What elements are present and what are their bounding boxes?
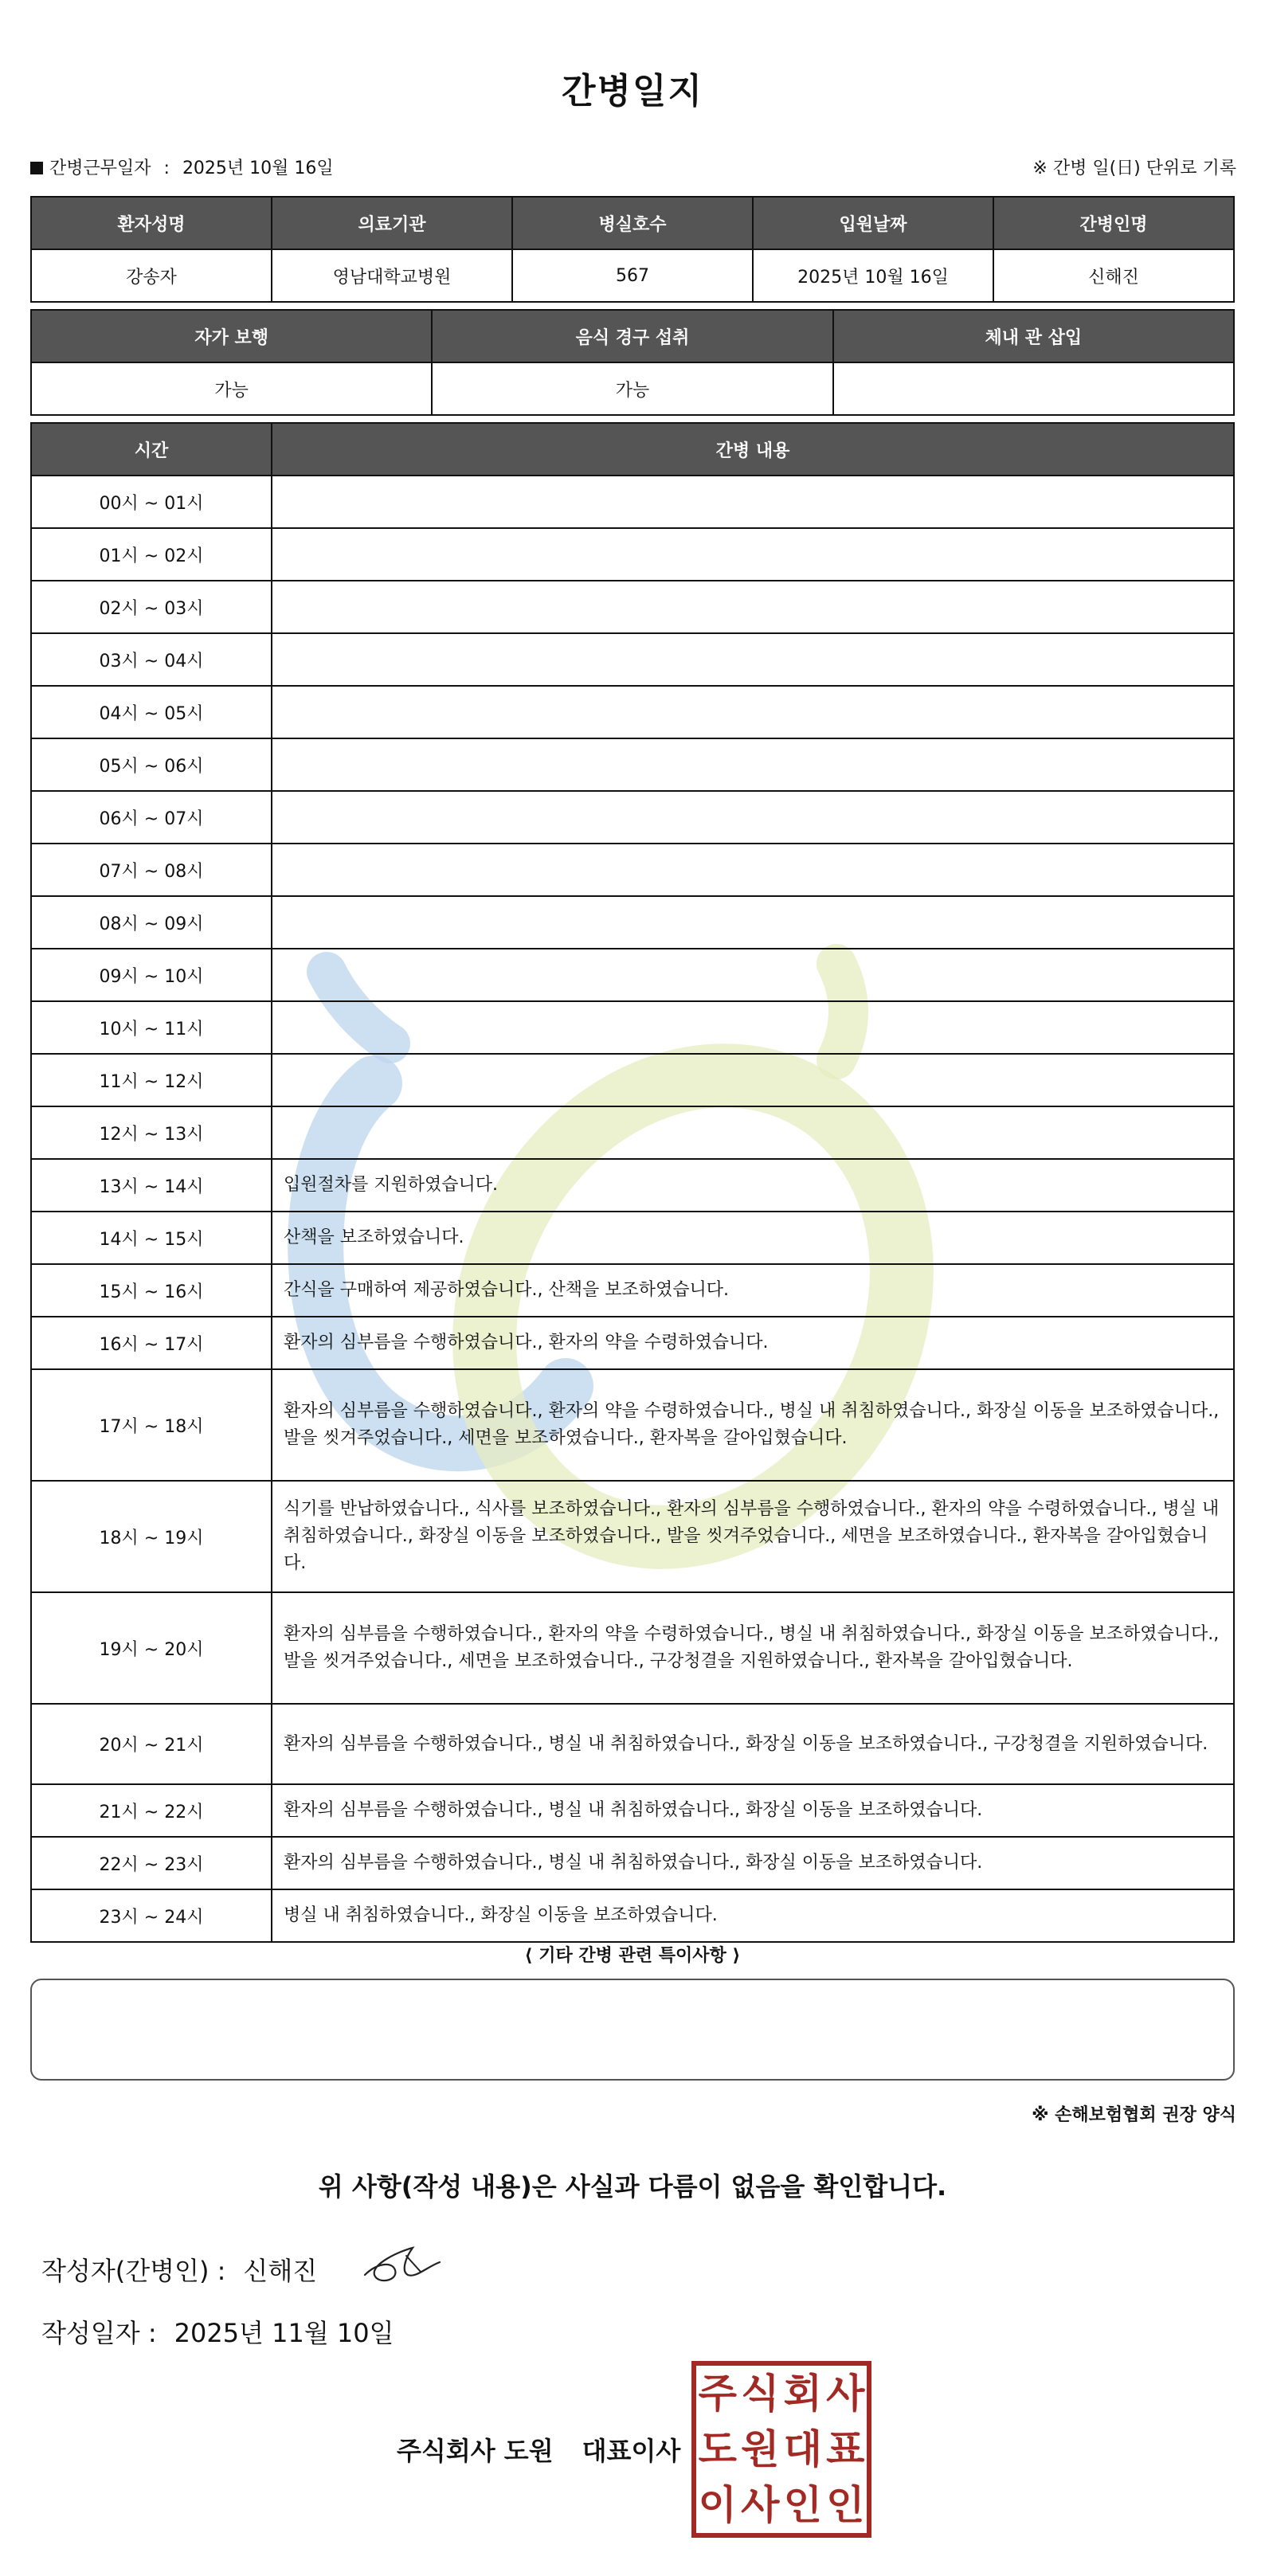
care-log-row bbox=[31, 476, 1234, 528]
care-log-time: 18시 ~ 19시 bbox=[31, 1481, 272, 1592]
care-log-content bbox=[272, 949, 1234, 1001]
care-log-content bbox=[272, 791, 1234, 844]
care-log-content: 병실 내 취침하였습니다., 화장실 이동을 보조하였습니다. bbox=[272, 1889, 1234, 1942]
care-log-time: 12시 ~ 13시 bbox=[31, 1106, 272, 1159]
care-log-row bbox=[31, 844, 1234, 896]
square-bullet-icon bbox=[30, 162, 43, 174]
care-log-content: 환자의 심부름을 수행하였습니다., 병실 내 취침하였습니다., 화장실 이동을 보조하였습니다., 구강청결을 지원하였습니다. bbox=[272, 1704, 1234, 1784]
care-log-row bbox=[31, 1001, 1234, 1054]
recommend-note: ※ 손해보험협회 권장 양식 bbox=[1032, 2105, 1236, 2125]
care-log-row bbox=[31, 1481, 1234, 1592]
work-date-label: 간병근무일자 bbox=[49, 159, 151, 178]
seal-glyph: 표 bbox=[826, 2426, 865, 2472]
care-log-time: 22시 ~ 23시 bbox=[31, 1837, 272, 1889]
care-log-time: 00시 ~ 01시 bbox=[31, 476, 272, 528]
header-tube-insertion: 체내 관 삽입 bbox=[833, 310, 1234, 362]
work-date-separator: : bbox=[163, 159, 170, 178]
seal-glyph: 주 bbox=[698, 2370, 737, 2417]
care-log-row bbox=[31, 1264, 1234, 1317]
care-log-time: 09시 ~ 10시 bbox=[31, 949, 272, 1001]
care-log-content: 산책을 보조하였습니다. bbox=[272, 1212, 1234, 1264]
caregiver-name: 신해진 bbox=[993, 249, 1234, 302]
header-admission-date: 입원날짜 bbox=[753, 197, 993, 249]
company-rep: 대표이사 bbox=[582, 2436, 681, 2466]
care-log-row bbox=[31, 686, 1234, 738]
written-date-value: 2025년 11월 10일 bbox=[174, 2318, 394, 2348]
seal-glyph: 회 bbox=[783, 2370, 822, 2417]
care-log-time: 10시 ~ 11시 bbox=[31, 1001, 272, 1054]
care-log-row bbox=[31, 1369, 1234, 1481]
seal-glyph: 인 bbox=[826, 2482, 865, 2528]
writer-name: 신해진 bbox=[243, 2256, 318, 2286]
care-log-table bbox=[30, 422, 1235, 1943]
care-log-time: 17시 ~ 18시 bbox=[31, 1369, 272, 1481]
seal-glyph: 대 bbox=[783, 2426, 822, 2472]
writer-label: 작성자(간병인) : bbox=[41, 2256, 226, 2286]
seal-glyph: 이 bbox=[698, 2482, 737, 2528]
care-log-time: 16시 ~ 17시 bbox=[31, 1317, 272, 1369]
care-log-body bbox=[31, 476, 1234, 1942]
care-log-row bbox=[31, 1889, 1234, 1942]
care-log-content bbox=[272, 1054, 1234, 1106]
care-log-time: 15시 ~ 16시 bbox=[31, 1264, 272, 1317]
care-log-row bbox=[31, 581, 1234, 633]
care-log-content: 입원절차를 지원하였습니다. bbox=[272, 1159, 1234, 1212]
seal-glyph: 사 bbox=[741, 2482, 780, 2528]
header-care-content: 간병 내용 bbox=[272, 423, 1234, 476]
care-log-row bbox=[31, 1054, 1234, 1106]
care-log-content: 환자의 심부름을 수행하였습니다., 환자의 약을 수령하였습니다. bbox=[272, 1317, 1234, 1369]
care-log-content bbox=[272, 476, 1234, 528]
seal-glyph: 인 bbox=[783, 2482, 822, 2528]
admission-date: 2025년 10월 16일 bbox=[753, 249, 993, 302]
care-log-row bbox=[31, 1704, 1234, 1784]
care-log-row bbox=[31, 1212, 1234, 1264]
header-room-number: 병실호수 bbox=[512, 197, 753, 249]
care-log-content bbox=[272, 581, 1234, 633]
care-log-content bbox=[272, 896, 1234, 949]
care-log-time: 08시 ~ 09시 bbox=[31, 896, 272, 949]
header-patient-name: 환자성명 bbox=[31, 197, 272, 249]
signature-icon bbox=[360, 2240, 448, 2288]
care-log-time: 23시 ~ 24시 bbox=[31, 1889, 272, 1942]
care-log-content bbox=[272, 528, 1234, 581]
care-log-row bbox=[31, 791, 1234, 844]
care-log-content bbox=[272, 686, 1234, 738]
company-line bbox=[397, 2431, 680, 2468]
notes-title: ⟨ 기타 간병 관련 특이사항 ⟩ bbox=[524, 1946, 741, 1966]
care-log-row bbox=[31, 1317, 1234, 1369]
care-log-time: 19시 ~ 20시 bbox=[31, 1592, 272, 1704]
care-log-content: 환자의 심부름을 수행하였습니다., 환자의 약을 수령하였습니다., 병실 내 취침하였습니다., 화장실 이동을 보조하였습니다., 발을 씻겨주었습니다., 세면을 보조하였습니다., 환자복을 갈아입혔습니다. bbox=[272, 1369, 1234, 1481]
care-log-content: 환자의 심부름을 수행하였습니다., 병실 내 취침하였습니다., 화장실 이동을 보조하였습니다. bbox=[272, 1837, 1234, 1889]
care-log-row bbox=[31, 1837, 1234, 1889]
care-log-time: 21시 ~ 22시 bbox=[31, 1784, 272, 1837]
care-log-content bbox=[272, 633, 1234, 686]
care-log-time: 06시 ~ 07시 bbox=[31, 791, 272, 844]
hospital-name: 영남대학교병원 bbox=[272, 249, 512, 302]
work-date-line bbox=[30, 155, 334, 179]
care-log-row bbox=[31, 738, 1234, 791]
care-log-time: 01시 ~ 02시 bbox=[31, 528, 272, 581]
care-log-row bbox=[31, 949, 1234, 1001]
seal-glyph: 사 bbox=[826, 2370, 865, 2417]
care-log-time: 13시 ~ 14시 bbox=[31, 1159, 272, 1212]
care-log-content: 간식을 구매하여 제공하였습니다., 산책을 보조하였습니다. bbox=[272, 1264, 1234, 1317]
room-number: 567 bbox=[512, 249, 753, 302]
header-self-walking: 자가 보행 bbox=[31, 310, 432, 362]
care-log-row bbox=[31, 633, 1234, 686]
oral-intake-value: 가능 bbox=[432, 362, 832, 415]
care-log-row bbox=[31, 1592, 1234, 1704]
care-log-content bbox=[272, 1001, 1234, 1054]
page-title: 간병일지 bbox=[561, 71, 703, 112]
care-log-time: 02시 ~ 03시 bbox=[31, 581, 272, 633]
confirm-statement: 위 사항(작성 내용)은 사실과 다름이 없음을 확인합니다. bbox=[318, 2171, 947, 2202]
written-date-label: 작성일자 : bbox=[41, 2318, 157, 2348]
written-date-row bbox=[41, 2313, 394, 2350]
care-log-time: 03시 ~ 04시 bbox=[31, 633, 272, 686]
header-caregiver-name: 간병인명 bbox=[993, 197, 1234, 249]
header-oral-intake: 음식 경구 섭취 bbox=[432, 310, 832, 362]
care-log-row bbox=[31, 528, 1234, 581]
care-log-row bbox=[31, 1159, 1234, 1212]
seal-glyph: 도 bbox=[698, 2426, 737, 2472]
care-log-content bbox=[272, 1106, 1234, 1159]
tube-insertion-value bbox=[833, 362, 1234, 415]
seal-glyph: 식 bbox=[741, 2370, 780, 2417]
patient-info-table bbox=[30, 196, 1235, 303]
unit-note: ※ 간병 일(日) 단위로 기록 bbox=[1032, 159, 1236, 178]
care-log-time: 07시 ~ 08시 bbox=[31, 844, 272, 896]
work-date-value: 2025년 10월 16일 bbox=[182, 159, 334, 178]
care-log-time: 14시 ~ 15시 bbox=[31, 1212, 272, 1264]
header-time: 시간 bbox=[31, 423, 272, 476]
self-walking-value: 가능 bbox=[31, 362, 432, 415]
care-log-time: 05시 ~ 06시 bbox=[31, 738, 272, 791]
notes-box bbox=[30, 1979, 1235, 2081]
care-log-row bbox=[31, 1784, 1234, 1837]
care-log-time: 04시 ~ 05시 bbox=[31, 686, 272, 738]
care-log-time: 11시 ~ 12시 bbox=[31, 1054, 272, 1106]
header-hospital: 의료기관 bbox=[272, 197, 512, 249]
company-name: 주식회사 도원 bbox=[397, 2436, 554, 2466]
patient-name: 강송자 bbox=[31, 249, 272, 302]
care-log-content bbox=[272, 844, 1234, 896]
care-log-time: 20시 ~ 21시 bbox=[31, 1704, 272, 1784]
company-seal-stamp bbox=[691, 2361, 871, 2538]
care-log-content: 환자의 심부름을 수행하였습니다., 환자의 약을 수령하였습니다., 병실 내 취침하였습니다., 화장실 이동을 보조하였습니다., 발을 씻겨주었습니다., 세면을 보조하였습니다., 구강청결을 지원하였습니다., 환자복을 갈아입혔습니다. bbox=[272, 1592, 1234, 1704]
care-log-content bbox=[272, 738, 1234, 791]
care-log-row bbox=[31, 1106, 1234, 1159]
patient-ability-table bbox=[30, 309, 1235, 416]
writer-row bbox=[41, 2251, 317, 2288]
care-log-content: 식기를 반납하였습니다., 식사를 보조하였습니다., 환자의 심부름을 수행하였습니다., 환자의 약을 수령하였습니다., 병실 내 취침하였습니다., 화장실 이동을 보조하였습니다., 발을 씻겨주었습니다., 세면을 보조하였습니다., 환자복을 갈아입혔습니다. bbox=[272, 1481, 1234, 1592]
care-log-row bbox=[31, 896, 1234, 949]
seal-glyph: 원 bbox=[741, 2426, 780, 2472]
care-log-content: 환자의 심부름을 수행하였습니다., 병실 내 취침하였습니다., 화장실 이동을 보조하였습니다. bbox=[272, 1784, 1234, 1837]
